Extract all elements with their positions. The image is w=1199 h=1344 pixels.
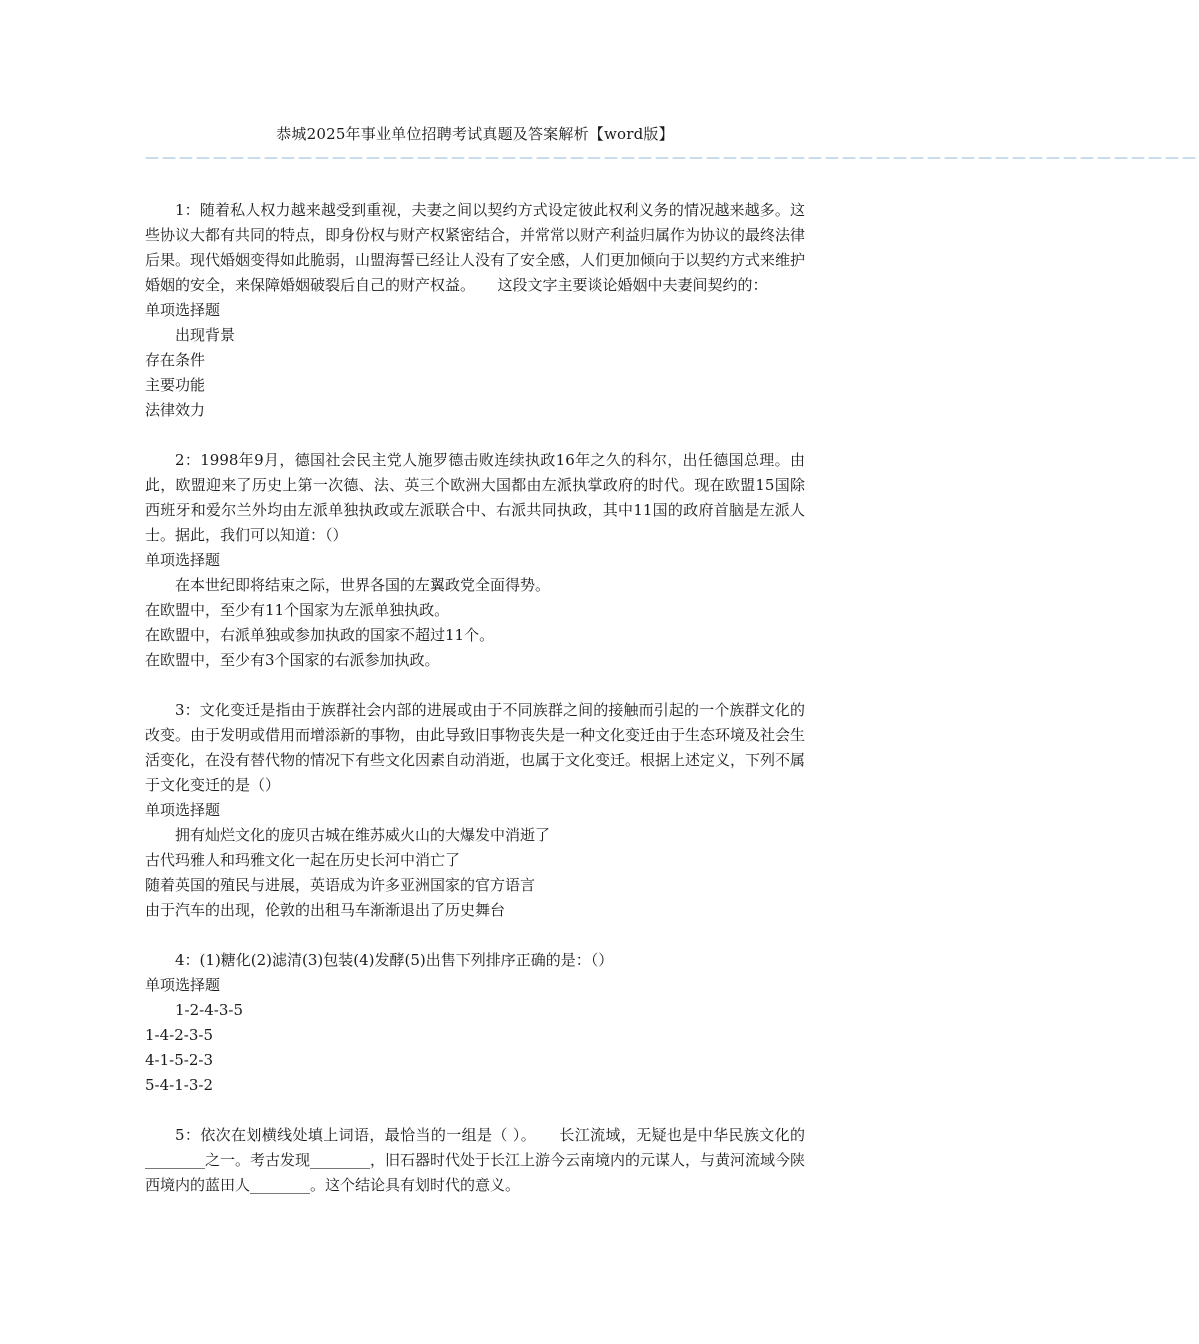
question-2 — [145, 448, 805, 673]
question-list — [145, 198, 805, 1223]
question-3 — [145, 698, 805, 923]
option-d: 法律效力 — [145, 401, 206, 419]
option-a: 出现背景 — [175, 326, 236, 344]
question-type: 单项选择题 — [145, 801, 221, 819]
option-c: 随着英国的殖民与进展，英语成为许多亚洲国家的官方语言 — [145, 876, 536, 894]
option-b: 1-4-2-3-5 — [145, 1026, 213, 1044]
option-c: 在欧盟中，右派单独或参加执政的国家不超过11个。 — [145, 626, 495, 644]
title-divider: —————————————————————————————————————————————————————————————— — [145, 150, 1199, 166]
question-stem: 3：文化变迁是指由于族群社会内部的进展或由于不同族群之间的接触而引起的一个族群文化的改变。由于发明或借用而增添新的事物，由此导致旧事物丧失是一种文化变迁由于生态环境及社会生活变化，在没有替代物的情况下有些文化因素自动消逝，也属于文化变迁。根据上述定义，下列不属于文化变迁的是（） — [145, 701, 806, 794]
question-5 — [145, 1123, 805, 1198]
question-1 — [145, 198, 805, 423]
question-4 — [145, 948, 805, 1098]
question-stem: 2：1998年9月，德国社会民主党人施罗德击败连续执政16年之久的科尔，出任德国总理。由此，欧盟迎来了历史上第一次德、法、英三个欧洲大国都由左派执掌政府的时代。现在欧盟15国除西班牙和爱尔兰外均由左派单独执政或左派联合中、右派共同执政，其中11国的政府首脑是左派人士。据此，我们可以知道：（） — [145, 451, 805, 544]
option-d: 由于汽车的出现，伦敦的出租马车渐渐退出了历史舞台 — [145, 901, 506, 919]
question-type: 单项选择题 — [145, 551, 221, 569]
question-stem: 5：依次在划横线处填上词语，最恰当的一组是（ ）。 长江流域，无疑也是中华民族文化的________之一。考古发现________，旧石器时代处于长江上游今云南境内的元谋人，与黄河流域今陕西境内的蓝田人________。这个结论具有划时代的意义。 — [145, 1126, 806, 1194]
option-b: 存在条件 — [145, 351, 206, 369]
option-b: 古代玛雅人和玛雅文化一起在历史长河中消亡了 — [145, 851, 461, 869]
question-stem: 4：(1)糖化(2)滤清(3)包装(4)发酵(5)出售下列排序正确的是：（） — [175, 951, 614, 969]
question-type: 单项选择题 — [145, 976, 221, 994]
option-d: 5-4-1-3-2 — [145, 1076, 213, 1094]
option-c: 4-1-5-2-3 — [145, 1051, 213, 1069]
question-stem: 1：随着私人权力越来越受到重视，夫妻之间以契约方式设定彼此权利义务的情况越来越多。这些协议大都有共同的特点，即身份权与财产权紧密结合，并常常以财产利益归属作为协议的最终法律后果。现代婚姻变得如此脆弱，山盟海誓已经让人没有了安全感，人们更加倾向于以契约方式来维护婚姻的安全，来保障婚姻破裂后自己的财产权益。 这段文字主要谈论婚姻中夫妻间契约的： — [145, 201, 806, 294]
option-a: 拥有灿烂文化的庞贝古城在维苏威火山的大爆发中消逝了 — [175, 826, 551, 844]
option-d: 在欧盟中，至少有3个国家的右派参加执政。 — [145, 651, 440, 669]
document-title: 恭城2025年事业单位招聘考试真题及答案解析【word版】 — [276, 125, 674, 143]
option-b: 在欧盟中，至少有11个国家为左派单独执政。 — [145, 601, 450, 619]
option-c: 主要功能 — [145, 376, 206, 394]
option-a: 在本世纪即将结束之际，世界各国的左翼政党全面得势。 — [175, 576, 551, 594]
option-a: 1-2-4-3-5 — [175, 1001, 243, 1019]
question-type: 单项选择题 — [145, 301, 221, 319]
